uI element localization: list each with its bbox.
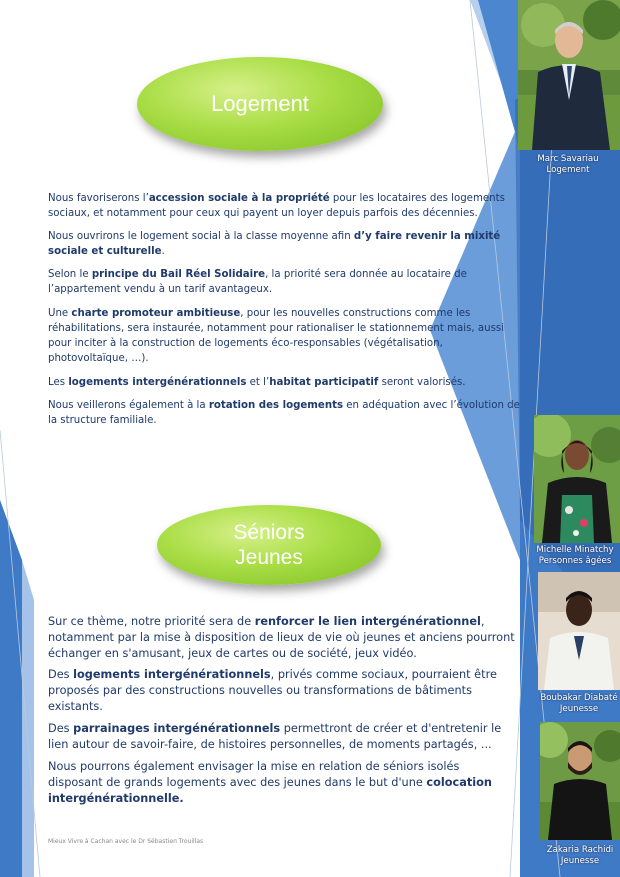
text-run: Une — [48, 308, 72, 319]
text-emphasis: logements intergénérationnels — [68, 377, 247, 388]
seniors-title-line2: Jeunes — [235, 546, 303, 569]
text-run: pour les locataires des logements sociaux, et notamment pour ceux qui payent un loyer depuis parfois des décennies. — [48, 193, 505, 219]
text-emphasis: accession sociale à la propriété — [148, 193, 330, 204]
person-name: Michelle Minatchy — [536, 545, 614, 555]
text-run: en adéquation avec l’évolution de la structure familiale. — [48, 400, 520, 426]
photo-zakaria-rachidi — [540, 722, 620, 840]
text-emphasis: renforcer le lien intergénérationnel — [254, 615, 481, 628]
person-name: Marc Savariau — [537, 154, 599, 164]
text-run: , privés comme sociaux, pourraient être proposés par des constructions nouvelles ou transformations de bâtiments existants. — [48, 668, 497, 713]
text-run: Les — [48, 377, 69, 388]
text-emphasis: habitat participatif — [269, 377, 379, 388]
text-emphasis: rotation des logements — [208, 400, 344, 411]
text-run: Nous pourrons également envisager la mise en relation de séniors isolés disposant de grands logements avec des jeunes dans le but d'une — [48, 760, 460, 789]
text-emphasis: parrainages intergénérationnels — [73, 722, 281, 735]
caption-zakaria-rachidi — [530, 845, 620, 867]
text-run: , la priorité sera donnée au locataire de l’appartement vendu à un tarif avantageux. — [48, 269, 467, 295]
housing-title-pill — [137, 57, 383, 151]
photo-michelle-minatchy — [534, 415, 620, 543]
person-role: Personnes âgées — [538, 556, 612, 566]
photo-boubakar-diabate — [538, 572, 620, 690]
text-run: Nous favoriserons l’ — [48, 193, 149, 204]
seniors-paragraph-4 — [48, 759, 516, 807]
seniors-paragraph-3 — [48, 721, 516, 753]
photo-marc-savariau — [518, 0, 620, 150]
text-run: Nous ouvrirons le logement social à la classe moyenne afin — [48, 231, 354, 242]
text-run: et l’ — [246, 377, 270, 388]
text-run: permettront de créer et d'entretenir le lien autour de savoir-faire, de histoires personnelles, de moments partagés, ... — [48, 722, 502, 751]
text-run: Selon le — [48, 269, 92, 280]
seniors-paragraph-1 — [48, 614, 516, 662]
text-emphasis: d’y faire revenir la mixité sociale et culturelle — [48, 231, 501, 257]
seniors-paragraph-2 — [48, 667, 516, 715]
caption-michelle-minatchy — [525, 545, 620, 567]
caption-marc-savariau — [518, 154, 618, 176]
text-run: , notamment par la mise à disposition de lieux de vie où jeunes et anciens pourront échanger en s'amusant, jeux de cartes ou de société, jeux vidéo. — [48, 615, 515, 660]
person-role: Jeunesse — [559, 704, 599, 714]
text-run: Nous veillerons également à la — [48, 400, 209, 411]
seniors-title-pill — [157, 505, 381, 585]
text-run: Sur ce thème, notre priorité sera de — [48, 615, 255, 628]
text-emphasis: principe du Bail Réel Solidaire — [91, 269, 266, 280]
bottom-left-strip-light — [22, 560, 34, 877]
footer-text: Mieux Vivre à Cachan avec le Dr Sébastien Trouillas — [48, 838, 204, 845]
text-run: Des — [48, 668, 74, 681]
person-role: Logement — [546, 165, 590, 175]
housing-paragraph-6 — [48, 398, 528, 428]
text-run: . — [161, 246, 165, 257]
housing-paragraph-4 — [48, 306, 526, 366]
text-run: , pour les nouvelles constructions comme les réhabilitations, sera instaurée, notamment pour rationaliser le stationnement mais, aussi pour inciter à la construction de logements éco-responsables (végétalisation, photovoltaïque, …). — [48, 308, 505, 364]
housing-title: Logement — [211, 91, 309, 116]
housing-paragraph-2 — [48, 229, 518, 259]
text-emphasis: colocation intergénérationnelle. — [48, 776, 492, 805]
person-name: Zakaria Rachidi — [546, 845, 614, 855]
caption-boubakar-diabate — [529, 693, 620, 715]
person-name: Boubakar Diabaté — [540, 693, 618, 703]
text-emphasis: charte promoteur ambitieuse — [71, 308, 241, 319]
text-run: Des — [48, 722, 74, 735]
housing-paragraph-1 — [48, 191, 518, 221]
person-role: Jeunesse — [560, 856, 600, 866]
text-run: seront valorisés. — [378, 377, 466, 388]
seniors-title-line1: Séniors — [233, 521, 305, 544]
housing-paragraph-3 — [48, 267, 518, 297]
housing-paragraph-5 — [48, 375, 518, 390]
text-emphasis: logements intergénérationnels — [73, 668, 271, 681]
